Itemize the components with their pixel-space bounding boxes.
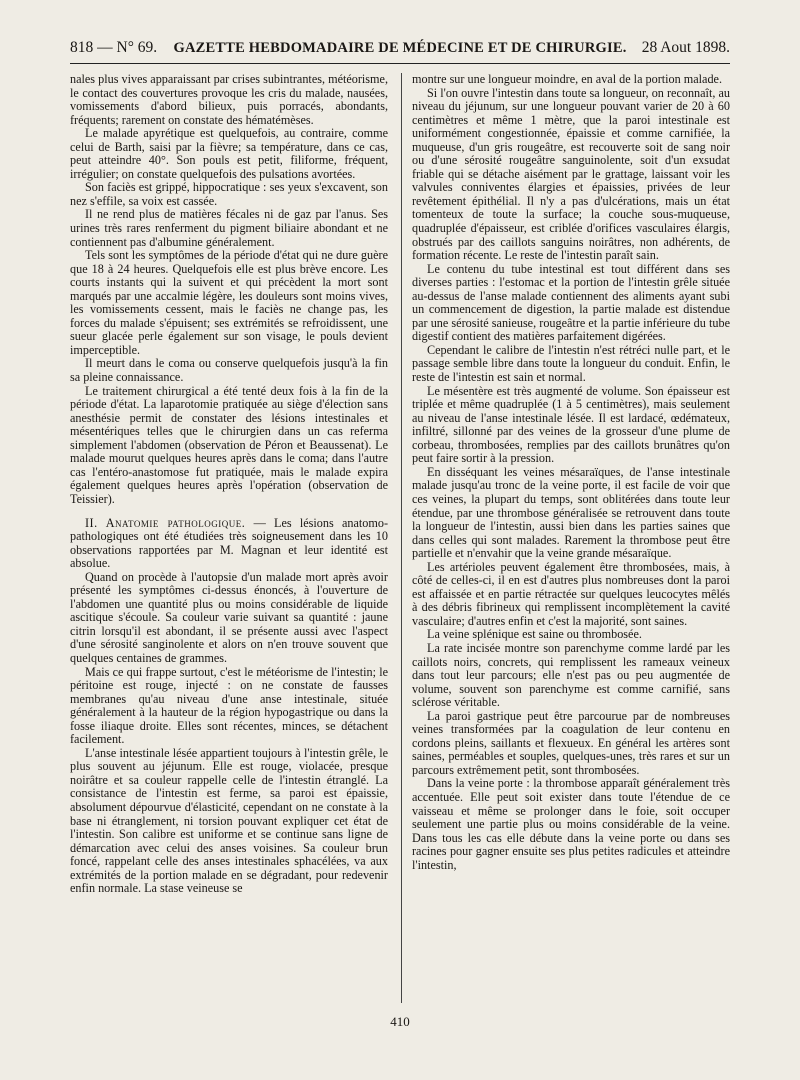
issue-date: 28 Aout 1898.	[641, 39, 730, 56]
paragraph: nales plus vives apparaissant par crises subintrantes, météorisme, le contact des couvertures provoque les cris du malade, nausées, vomissements d'abord bilieux, puis porracés, abondants, fréquents; rarement on constate des hématémèses.	[70, 72, 388, 127]
paragraph: La paroi gastrique peut être parcourue par de nombreuses veines transformées par la coagulation de leur contenu en cordons pleins, saillants et flexueux. En général les artères sont saines, perméables et souples, quelques-unes, très rares et sur un parcours extrêmement petit, sont thrombosées.	[412, 708, 730, 777]
paragraph: Mais ce qui frappe surtout, c'est le météorisme de l'intestin; le péritoine est rouge, injecté : on ne constate de fausses membranes qu'au niveau d'une anse intestinale, située généralement à la hauteur de la région hypogastrique ou dans la fosse iliaque droite. Elles sont récentes, minces, se détachent facilement.	[70, 664, 388, 747]
running-header	[70, 38, 730, 62]
section-text: — Les lésions anatomo-pathologiques ont été étudiées très soigneusement dans les 10 observations rapportées par M. Magnan et leur identité est absolue.	[70, 515, 388, 571]
paragraph: montre sur une longueur moindre, en aval de la portion malade.	[412, 72, 723, 86]
paragraph: La veine splénique est saine ou thrombosée.	[427, 627, 642, 642]
section-heading: II. Anatomie pathologique.	[85, 515, 246, 530]
paragraph: Il meurt dans le coma ou conserve quelquefois jusqu'à la fin sa pleine connaissance.	[70, 356, 388, 385]
paragraph: Son faciès est grippé, hippocratique : ses yeux s'excavent, son nez s'effile, sa voix est cassée.	[70, 180, 388, 208]
journal-title: GAZETTE HEBDOMADAIRE DE MÉDECINE ET DE CHIRURGIE.	[173, 40, 627, 56]
left-column	[70, 73, 388, 896]
page-number-issue: 818 — N° 69.	[70, 39, 158, 56]
paragraph: Il ne rend plus de matières fécales ni de gaz par l'anus. Ses urines très rares renferment du pigment biliaire abondant et ne contiennent pas d'albumine généralement.	[70, 207, 388, 249]
paragraph: Le mésentère est très augmenté de volume. Son épaisseur est triplée et même quadruplée (1 à 5 centimètres), mais seulement au niveau de l'anse intestinale lésée. Il est lardacé, œdémateux, infiltré, sillonné par des veines de la grosseur d'une plume de corbeau, thrombosées, remplies par des caillots brunâtres qu'on peut faire sortir à la pression.	[412, 383, 730, 466]
paragraph: Cependant le calibre de l'intestin n'est rétréci nulle part, et le passage semble libre dans toute la longueur du conduit. Enfin, le reste de l'intestin est sain et normal.	[412, 342, 730, 385]
paragraph: Quand on procède à l'autopsie d'un malade mort après avoir présenté les symptômes ci-dessus énoncés, à l'ouverture de l'abdomen une quantité plus ou moins considérable de liquide ascitique s'écoule. Sa couleur varie suivant sa quantité : jaune citrin lorsqu'il est abondant, il se présente aussi avec l'aspect d'une sérosité sanginolente et alors on n'en trouve souvent que quelques centaines de grammes.	[70, 569, 388, 665]
paragraph: Dans la veine porte : la thrombose apparaît généralement très accentuée. Elle peut soit exister dans toute l'étendue de ce vaisseau et même se prolonger dans le foie, soit occuper seulement une partie plus ou moins considérable de la veine. Dans tous les cas elle débute dans la veine porte ou dans ses racines pour gagner ensuite ses plus petites radicules et atteindre l'intestin,	[412, 776, 730, 872]
section-paragraph	[70, 517, 388, 571]
column-divider	[401, 73, 402, 1003]
paragraph: L'anse intestinale lésée appartient toujours à l'intestin grêle, le plus souvent au jéjunum. Elle est rouge, violacée, presque noirâtre et sa couleur rappelle celle de l'intestin étranglé. La consistance de l'intestin est ferme, sa paroi est épaissie, absolument dépourvue d'élasticité, cependant on ne constate à la base ni étranglement, ni torsion pouvant expliquer cet état de l'intestin. Son calibre est uniforme et se continue sans ligne de démarcation avec celui des anses voisines. Sa couleur brun foncé, rappelant celle des anses intestinales sphacélées, va aux extrémités de la portion malade en se dégradant, pour redevenir enfin normale. La stase veineuse se	[70, 745, 388, 896]
paragraph: Tels sont les symptômes de la période d'état qui ne dure guère que 18 à 24 heures. Quelquefois elle est plus brève encore. Les courts instants qui la suivent et qui précèdent la mort sont marqués par une accalmie légère, les douleurs sont moins vives, les vomissements cessent, mais le faciès ne change pas, les forces du malade s'épuisent; ses extrémités se refroidissent, une sueur glacée perle également sur son visage, le pouls devient imperceptible.	[70, 248, 388, 357]
right-column	[412, 73, 730, 872]
paragraph: Le contenu du tube intestinal est tout différent dans ses diverses parties : l'estomac et la portion de l'intestin grêle située au-dessus de l'anse malade contiennent des aliments ayant subi un commencement de digestion, la partie malade est distendue par une sérosité sanieuse, rougeâtre et la partie inférieure du tube digestif contient des matières parfaitement digérées.	[412, 261, 730, 344]
paragraph: Le malade apyrétique est quelquefois, au contraire, comme celui de Barth, saisi par la fièvre; sa température, dans ce cas, peut atteindre 40°. Son pouls est petit, filiforme, fréquent, irrégulier; on constate quelquefois des pulsations avortées.	[70, 126, 388, 181]
paragraph: Si l'on ouvre l'intestin dans toute sa longueur, on reconnaît, au niveau du jéjunum, sur une longueur pouvant varier de 20 à 60 centimètres et même 1 mètre, que la paroi intestinale est uniformément congestionnée, épaissie et comme carnifiée, la muqueuse, d'un gris rougeâtre, est recouverte soit de sang noir ou d'une sérosité rougeâtre sanguinolente, soit d'un exsudat friable qui se détache aisément par le grattage, laissant voir les valvules conniventes élargies et épaissies, privées de leur revêtement épithélial. Il n'y a pas d'ulcérations, mais un état tomenteux de toute la surface; la couche sous-muqueuse, quadruplée d'épaisseur, est criblée d'orifices vasculaires élargis, obstrués par des caillots sanguins noirâtres, non adhérents, de formation récente. Le reste de l'intestin paraît sain.	[412, 85, 730, 263]
paragraph: La rate incisée montre son parenchyme comme lardé par les caillots noirs, concrets, qui remplissent les rameaux veineux dans tout leur parcours; elle n'est pas ou peu augmentée de volume, souvent son parenchyme est comme carnifié, sans sclérose véritable.	[412, 640, 730, 710]
paragraph: En disséquant les veines mésaraïques, de l'anse intestinale malade jusqu'au tronc de la veine porte, il est facile de voir que ces veines, la plupart du temps, sont oblitérées dans toute leur étendue, par une thrombose généralisée se retrouvent dans toute la longueur de l'intestin, aussi bien dans les parties saines que dans celles qui sont malades. Rarement la thrombose peut être partielle et n'envahir que la veine grande mésaraïque.	[412, 464, 730, 561]
header-rule	[70, 63, 730, 64]
folio-number: 410	[390, 1014, 410, 1029]
paragraph: Le traitement chirurgical a été tenté deux fois à la fin de la période d'état. La laparotomie pratiquée au siège d'élection sans anesthésie permit de constater des lésions intestinales et mésentériques telles que le chirurgien dans un cas referma simplement l'abdomen (observation de Péron et Beaussenat). Le malade mourut quelques heures après dans le coma; dans l'autre cas l'entéro-anastomose fut pratiquée, mais le malade expira également quelques heures après l'opération (observation de Teissier).	[70, 383, 388, 506]
paragraph: Les artérioles peuvent également être thrombosées, mais, à côté de celles-ci, il en est d'autres plus nombreuses dont la paroi est affaissée et en partie rétractée sur quelques leucocytes mêlés à des débris fibrineux qui remplissent incomplètement la cavité vasculaire; d'autres enfin et c'est la majorité, sont saines.	[412, 559, 730, 628]
